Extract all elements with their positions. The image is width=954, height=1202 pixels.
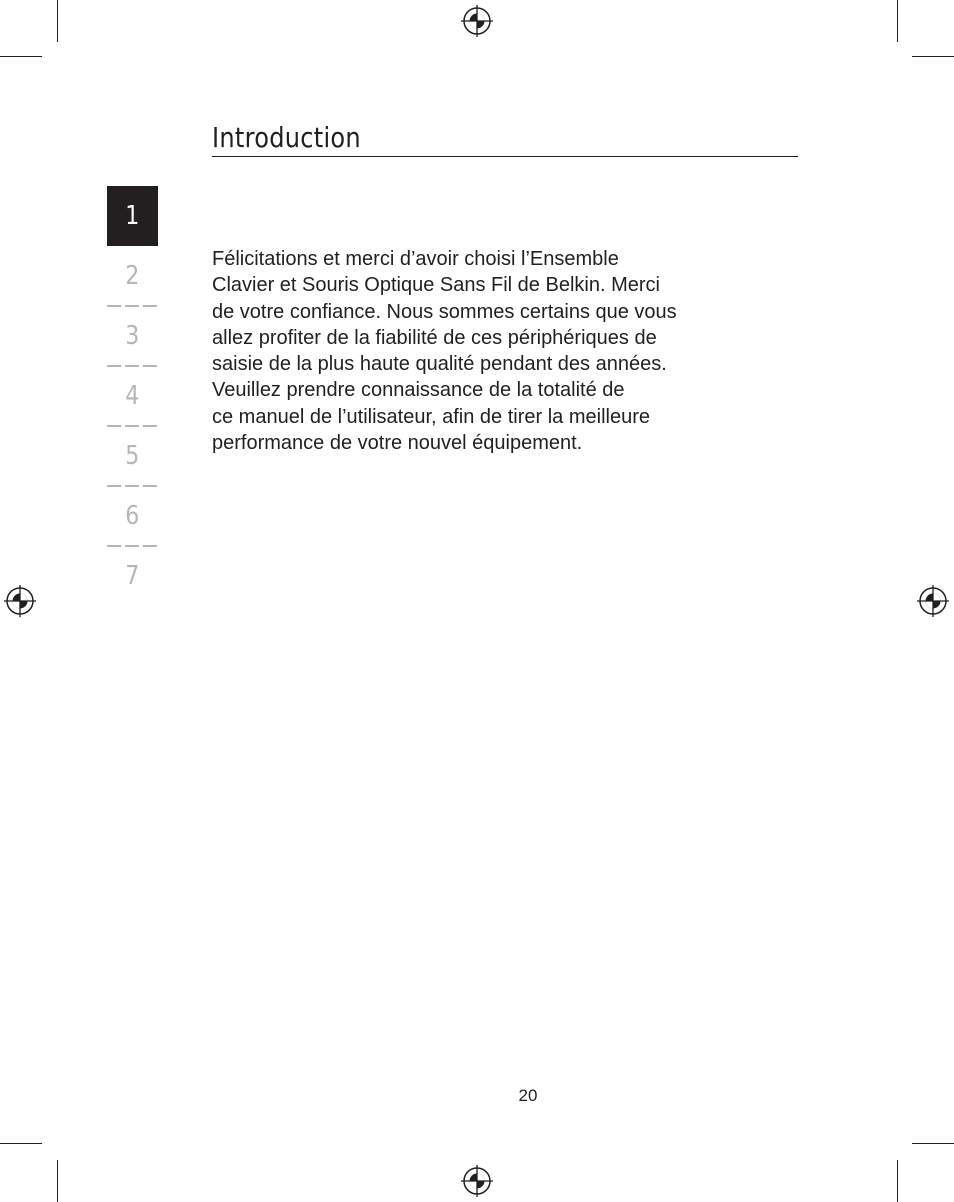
crop-mark-top-left-vertical xyxy=(57,0,58,42)
section-header xyxy=(212,118,798,157)
chapter-tab-label: 1 xyxy=(125,201,140,231)
chapter-tab-5[interactable] xyxy=(107,426,158,486)
chapter-tab-3[interactable] xyxy=(107,306,158,366)
chapter-tab-label: 6 xyxy=(125,501,140,531)
crop-mark-top-right-vertical xyxy=(897,0,898,42)
crop-mark-top-right-horizontal xyxy=(912,56,954,57)
registration-mark-icon xyxy=(4,585,36,617)
chapter-tab-7[interactable] xyxy=(107,546,158,606)
chapter-tab-label: 4 xyxy=(125,381,140,411)
paragraph-line: allez profiter de la fiabilité de ces périphériques de xyxy=(212,326,657,349)
registration-mark-icon xyxy=(917,585,949,617)
crop-mark-bottom-left-horizontal xyxy=(0,1143,42,1144)
paragraph-line: Veuillez prendre connaissance de la totalité de xyxy=(212,379,625,402)
paragraph-line: ce manuel de l’utilisateur, afin de tirer la meilleure xyxy=(212,405,650,428)
registration-mark-icon xyxy=(461,5,493,37)
paragraph-line: Clavier et Souris Optique Sans Fil de Belkin. Merci xyxy=(212,274,660,297)
paragraph-line: performance de votre nouvel équipement. xyxy=(212,432,583,455)
chapter-tab-2[interactable] xyxy=(107,246,158,306)
page-title: Introduction xyxy=(212,121,361,154)
chapter-tabs xyxy=(107,186,158,606)
crop-mark-bottom-right-horizontal xyxy=(912,1143,954,1144)
paragraph-line: de votre confiance. Nous sommes certains que vous xyxy=(212,300,677,323)
paragraph-line: saisie de la plus haute qualité pendant des années. xyxy=(212,353,667,376)
intro-paragraph xyxy=(212,246,772,456)
crop-mark-bottom-left-vertical xyxy=(57,1160,58,1202)
chapter-tab-1[interactable] xyxy=(107,186,158,246)
chapter-tab-label: 7 xyxy=(125,561,140,591)
page-number: 20 xyxy=(518,1086,538,1105)
chapter-tab-label: 5 xyxy=(125,441,140,471)
chapter-tab-label: 2 xyxy=(125,261,140,291)
chapter-tab-4[interactable] xyxy=(107,366,158,426)
crop-mark-bottom-right-vertical xyxy=(897,1160,898,1202)
paragraph-line: Félicitations et merci d’avoir choisi l’Ensemble xyxy=(212,248,619,270)
crop-mark-top-left-horizontal xyxy=(0,56,42,57)
chapter-tab-label: 3 xyxy=(125,321,140,351)
chapter-tab-6[interactable] xyxy=(107,486,158,546)
registration-mark-icon xyxy=(461,1165,493,1197)
